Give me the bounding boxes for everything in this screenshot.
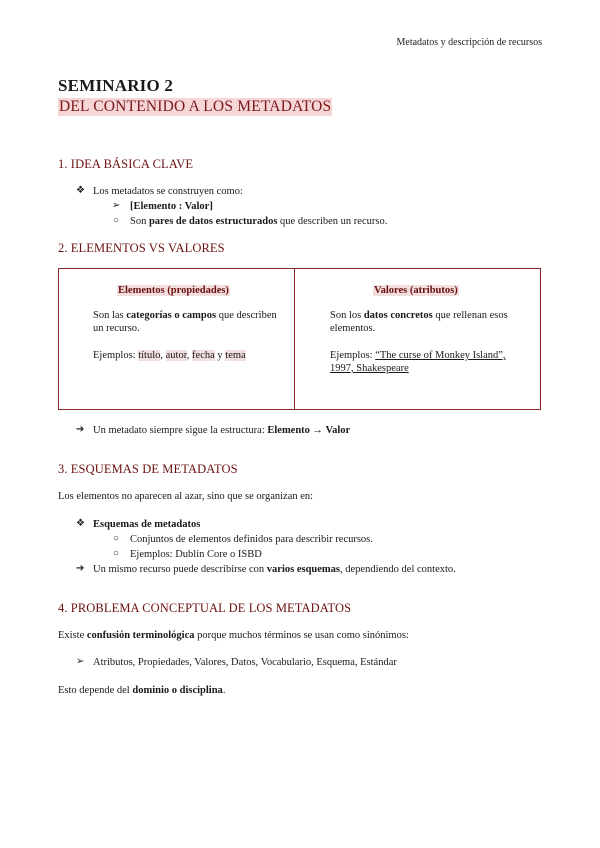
right-arrow-bullet-icon: ➔: [76, 563, 85, 574]
section-3-sub-1: Conjuntos de elementos definidos para describir recursos.: [130, 534, 373, 545]
elements-description: Son las categorías o campos que describen un recurso.: [93, 310, 277, 334]
diamond-bullet-icon: ❖: [76, 185, 85, 196]
section-1-sub-circle: Son pares de datos estructurados que describen un recurso.: [130, 216, 388, 227]
section-1-heading: 1. IDEA BÁSICA CLAVE: [58, 157, 194, 171]
section-1-sub-arrow: [Elemento : Valor]: [130, 201, 213, 212]
arrowhead-bullet-icon: ➢: [112, 200, 121, 211]
page-title: SEMINARIO 2: [58, 76, 174, 95]
elements-column-header: Elementos (propiedades): [118, 285, 229, 296]
circle-bullet-icon: ○: [113, 548, 120, 559]
diamond-bullet-icon: ❖: [76, 518, 85, 529]
section-3-arrow-note: Un mismo recurso puede describirse con varios esquemas, dependiendo del contexto.: [93, 564, 456, 575]
section-4-intro: Existe confusión terminológica porque muchos términos se usan como sinónimos:: [58, 630, 409, 641]
circle-bullet-icon: ○: [113, 215, 120, 226]
right-arrow-bullet-icon: ➔: [76, 424, 85, 435]
arrowhead-bullet-icon: ➢: [76, 656, 85, 667]
section-3-bullet: Esquemas de metadatos: [93, 519, 201, 530]
values-examples: Ejemplos: “The curse of Monkey Island”, 1997, Shakespeare: [330, 350, 506, 374]
section-3-sub-2: Ejemplos: Dublin Core o ISBD: [130, 549, 262, 560]
section-1-bullet: Los metadatos se construyen como:: [93, 186, 243, 197]
circle-bullet-icon: ○: [113, 533, 120, 544]
elements-examples: Ejemplos: título, autor, fecha y tema: [93, 350, 246, 361]
values-column-header: Valores (atributos): [374, 285, 458, 296]
section-2-heading: 2. ELEMENTOS VS VALORES: [58, 241, 225, 255]
structure-note: Un metadato siempre sigue la estructura: Elemento → Valor: [93, 425, 351, 436]
section-3-heading: 3. ESQUEMAS DE METADATOS: [58, 462, 238, 476]
section-3-intro: Los elementos no aparecen al azar, sino que se organizan en:: [58, 491, 314, 502]
values-description: Son los datos concretos que rellenan esos elementos.: [330, 310, 508, 334]
page-subtitle: DEL CONTENIDO A LOS METADATOS: [59, 98, 332, 115]
terms-list: Atributos, Propiedades, Valores, Datos, Vocabulario, Esquema, Estándar: [93, 657, 397, 668]
running-header: Metadatos y descripción de recursos: [396, 37, 542, 48]
section-4-closing: Esto depende del dominio o disciplina.: [58, 685, 226, 696]
table-divider: [294, 269, 295, 409]
section-4-heading: 4. PROBLEMA CONCEPTUAL DE LOS METADATOS: [58, 601, 352, 615]
elements-values-table: [58, 268, 541, 410]
